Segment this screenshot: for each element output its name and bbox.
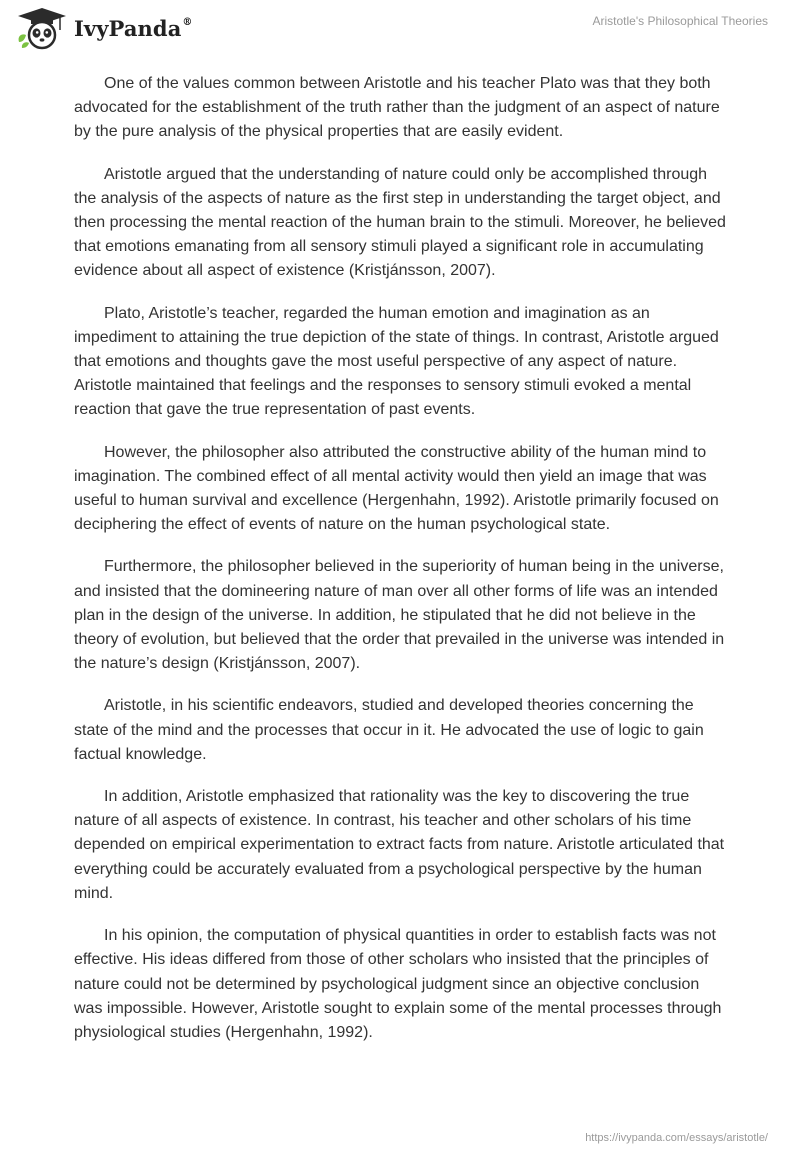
paragraph: One of the values common between Aristotle and his teacher Plato was that they both advocated for the establishment of the truth rather than the judgment of an aspect of nature by the pure analysis of the physical properties that are easily evident. [74, 75, 720, 141]
paragraph: Furthermore, the philosopher believed in the superiority of human being in the universe, and insisted that the domineering nature of man over all other forms of life was an intended plan in the design of the universe. In addition, he stipulated that he did not believe in the theory of evolution, but believed that the order that prevailed in the universe was intended in the nature’s design (Kristjánsson, 2007). [74, 558, 725, 673]
paragraph: Plato, Aristotle’s teacher, regarded the human emotion and imagination as an impediment to attaining the true depiction of the state of things. In contrast, Aristotle argued that emotions and thoughts gave the most useful perspective of any aspect of nature. Aristotle maintained that feelings and the responses to sensory stimuli evoked a mental reaction that gave the true representation of past events. [74, 304, 719, 419]
paragraph: In his opinion, the computation of physical quantities in order to establish facts was not effective. His ideas differed from those of other scholars who insisted that the principles of nature could not be determined by psychological judgment since an objective conclusion was impossible. However, Aristotle sought to explain some of the mental processes through physiological studies (Hergenhahn, 1992). [74, 927, 722, 1041]
ivypanda-logo[interactable] [16, 6, 193, 50]
paragraph: However, the philosopher also attributed the constructive ability of the human mind to imagination. The combined effect of all mental activity would then yield an image that was useful to human survival and excellence (Hergenhahn, 1992). Aristotle primarily focused on deciphering the effect of events of nature on the human psychological state. [74, 443, 719, 534]
source-url[interactable]: https://ivypanda.com/essays/aristotle/ [585, 1132, 768, 1144]
essay-body [74, 72, 730, 1063]
panda-graduate-icon [16, 6, 68, 50]
paragraph: Aristotle, in his scientific endeavors, studied and developed theories concerning the state of the mind and the processes that occur in it. He advocated the use of logic to gain factual knowledge. [74, 697, 704, 763]
page-header [0, 0, 800, 60]
paragraph: Aristotle argued that the understanding of nature could only be accomplished through the analysis of the aspects of nature as the first step in understanding the target object, and then processing the mental reaction of the human brain to the stimuli. Moreover, he believed that emotions emanating from all sensory stimuli played a significant role in accumulating evidence about all aspect of existence (Kristjánsson, 2007). [74, 165, 726, 280]
paragraph: In addition, Aristotle emphasized that rationality was the key to discovering the true nature of all aspects of existence. In contrast, his teacher and other scholars of his time depended on empirical experimentation to extract facts from nature. Aristotle articulated that everything could be accurately evaluated from a psychological perspective by the human mind. [74, 788, 725, 902]
document-title: Aristotle's Philosophical Theories [592, 14, 768, 28]
brand-name: IvyPanda® [74, 15, 193, 41]
